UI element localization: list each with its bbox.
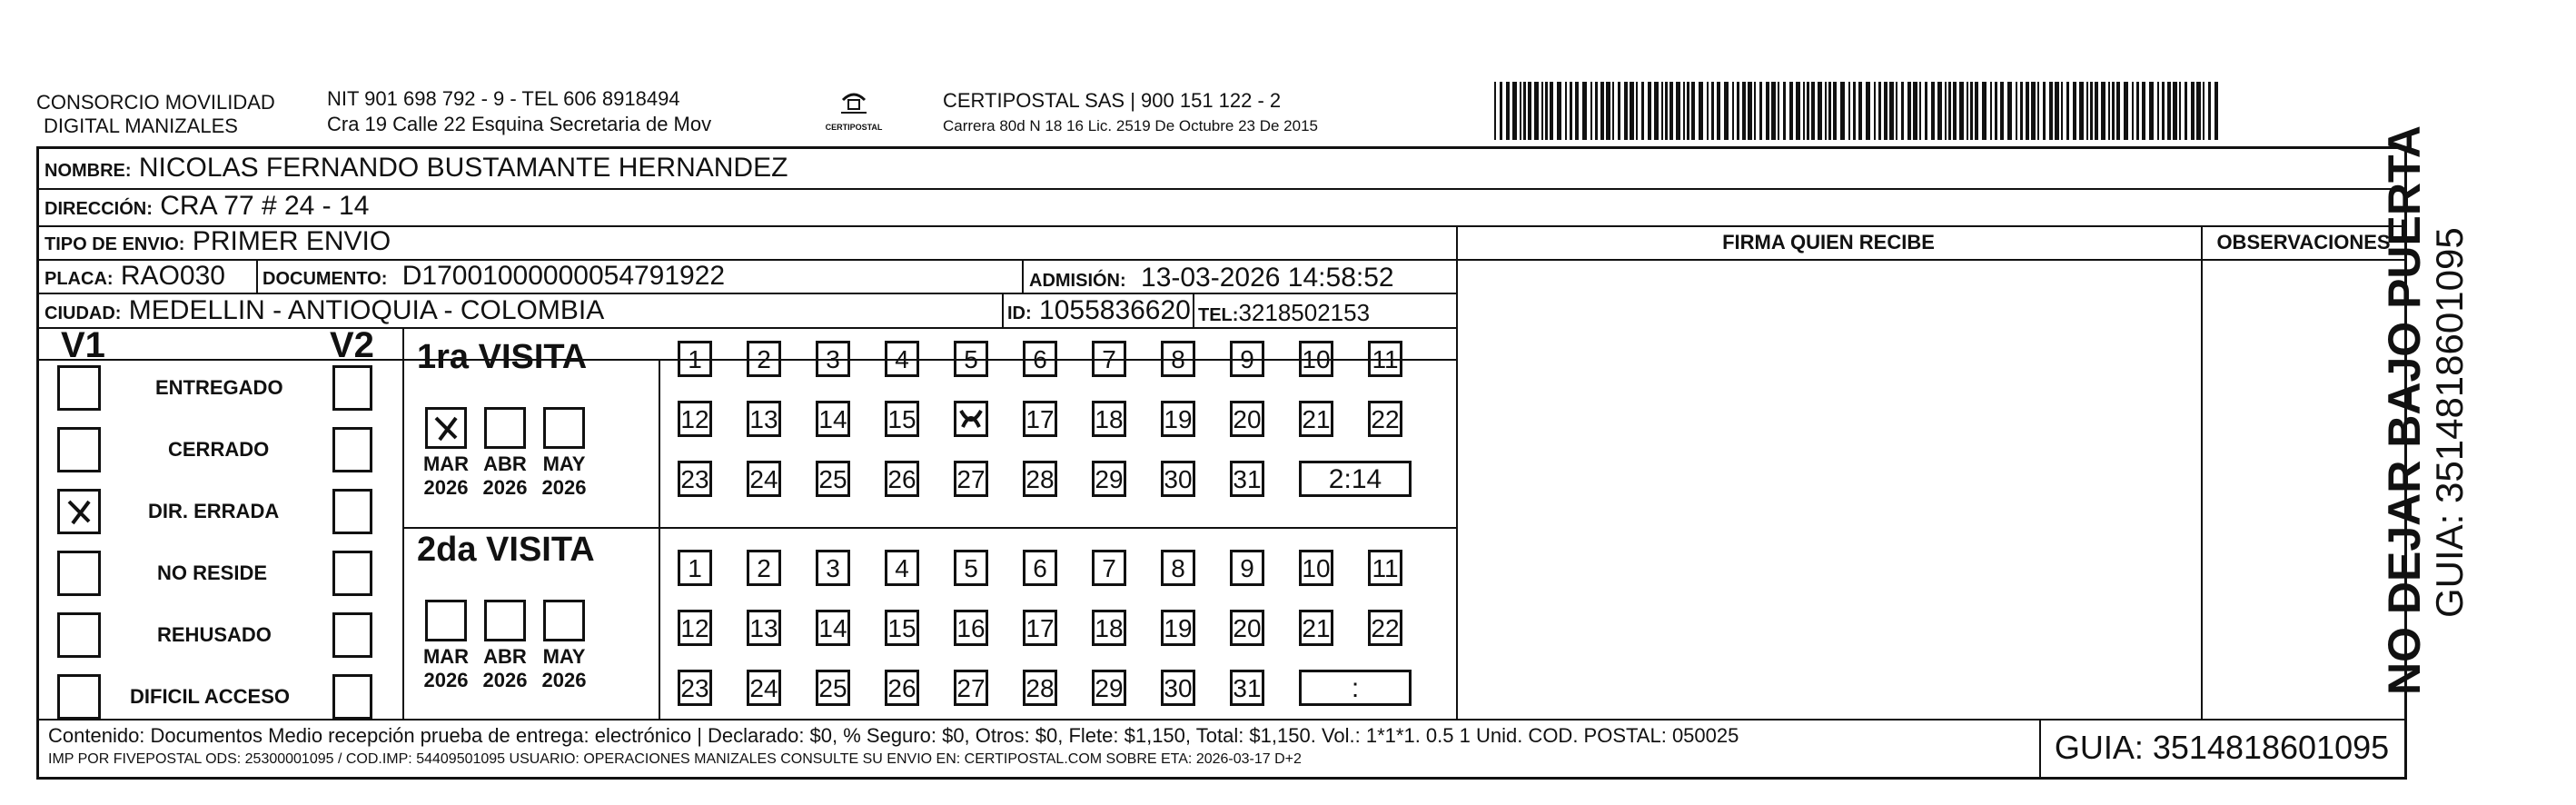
day-box[interactable]: 4: [885, 341, 919, 377]
guia-footer: GUIA: 3514818601095: [2054, 729, 2390, 766]
barcode-bar: [1528, 82, 1531, 140]
month-name: MAR: [422, 645, 470, 668]
tipo-envio-value: PRIMER ENVIO: [192, 226, 391, 256]
v1-checkbox[interactable]: [57, 427, 101, 472]
status-label: DIFICIL ACCESO: [130, 685, 291, 708]
barcode-bar: [2162, 82, 2165, 140]
direccion-field: [45, 190, 369, 225]
direccion-value: CRA 77 # 24 - 14: [160, 191, 370, 221]
day-box[interactable]: 21: [1299, 610, 1333, 646]
id-value: 1055836620: [1039, 295, 1191, 325]
barcode-bar: [2101, 82, 2105, 140]
day-box[interactable]: 15: [885, 401, 919, 437]
day-box[interactable]: 18: [1092, 401, 1126, 437]
certipostal-info: [943, 89, 1318, 138]
barcode-bar: [1825, 82, 1827, 140]
barcode-bar: [1636, 82, 1638, 140]
observaciones-label: OBSERVACIONES: [2216, 231, 2391, 253]
day-box[interactable]: 13: [747, 401, 781, 437]
barcode-bar: [1565, 82, 1567, 140]
barcode-bar: [1570, 82, 1572, 140]
barcode-bar: [1901, 82, 1904, 140]
v2-checkbox[interactable]: [332, 674, 372, 720]
check-mark-icon: [65, 498, 93, 525]
barcode-bar: [1748, 82, 1752, 140]
barcode-bar: [1913, 82, 1917, 140]
company-nit: NIT 901 698 792 - 9 - TEL 606 8918494: [327, 87, 680, 110]
month-checkbox[interactable]: [425, 600, 467, 641]
id-field: [1007, 294, 1191, 330]
day-box[interactable]: 7: [1092, 341, 1126, 377]
barcode-bar: [1665, 82, 1668, 140]
day-box[interactable]: 21: [1299, 401, 1333, 437]
v1-checkbox[interactable]: [57, 612, 101, 658]
day-box[interactable]: 17: [1023, 610, 1057, 646]
barcode-bar: [1707, 82, 1709, 140]
barcode-bar: [1557, 82, 1561, 140]
day-box[interactable]: 8: [1161, 550, 1195, 586]
side-guia-wrap: [2429, 227, 2471, 618]
barcode-bar: [1669, 82, 1673, 140]
side-text: [2380, 125, 2429, 695]
barcode-bar: [1766, 82, 1769, 140]
day-box[interactable]: 31: [1230, 461, 1264, 497]
barcode-bar: [1575, 82, 1579, 140]
logo-emblem-icon: [836, 87, 872, 118]
v2-checkbox[interactable]: [332, 427, 372, 472]
barcode-bar: [1858, 82, 1862, 140]
day-box[interactable]: 4: [885, 550, 919, 586]
day-box[interactable]: 1: [678, 550, 712, 586]
day-box[interactable]: 6: [1023, 341, 1057, 377]
day-box[interactable]: 28: [1023, 670, 1057, 706]
certipostal-line-1: CERTIPOSTAL SAS | 900 151 122 - 2: [943, 89, 1282, 112]
day-box[interactable]: 22: [1368, 610, 1402, 646]
month-label: [419, 452, 473, 500]
barcode-bar: [1590, 82, 1592, 140]
barcode-bar: [1520, 82, 1521, 140]
day-box[interactable]: 5: [954, 341, 988, 377]
second-visit-label: 2da VISITA: [417, 531, 595, 569]
barcode-bar: [2016, 82, 2017, 140]
barcode-bar: [2132, 82, 2134, 140]
nombre-value: NICOLAS FERNANDO BUSTAMANTE HERNANDEZ: [138, 153, 788, 183]
placa-value: RAO030: [120, 261, 225, 291]
tipo-envio-label: TIPO DE ENVIO:: [45, 234, 185, 254]
day-box[interactable]: 3: [816, 341, 850, 377]
day-box[interactable]: 14: [816, 401, 850, 437]
barcode-bar: [1534, 82, 1539, 140]
barcode-bar: [2179, 82, 2181, 140]
month-checkbox[interactable]: [543, 600, 585, 641]
barcode-bar: [1878, 82, 1881, 140]
barcode-bar: [2142, 82, 2145, 140]
month-year: 2026: [423, 476, 469, 499]
day-box[interactable]: 8: [1161, 341, 1195, 377]
v2-label: V2: [330, 325, 374, 365]
day-box[interactable]: 15: [885, 610, 919, 646]
barcode-bar: [1612, 82, 1614, 140]
barcode-bar: [1811, 82, 1815, 140]
first-visit-label: 1ra VISITA: [417, 338, 588, 376]
barcode-bar: [1937, 82, 1942, 140]
documento-value: D17001000000054791922: [401, 261, 726, 291]
month-name: MAR: [422, 452, 470, 475]
barcode-bar: [1759, 82, 1762, 140]
barcode-bar: [1953, 82, 1957, 140]
id-label: ID:: [1007, 303, 1032, 323]
day-box[interactable]: 16: [954, 610, 988, 646]
barcode-bar: [1500, 82, 1502, 140]
placa-label: PLACA:: [45, 269, 114, 289]
day-box[interactable]: 25: [816, 670, 850, 706]
side-guia: GUIA: 3514818601095: [2428, 227, 2471, 618]
admision-value: 13-03-2026 14:58:52: [1141, 263, 1394, 293]
barcode-bar: [1818, 82, 1822, 140]
barcode-bar: [2090, 82, 2093, 140]
delivery-form: [36, 146, 2407, 780]
check-mark-icon: [432, 414, 460, 442]
barcode-bar: [2203, 82, 2204, 140]
tipo-envio-field: [45, 225, 391, 261]
barcode-bar: [1494, 82, 1496, 140]
company-line-2: DIGITAL MANIZALES: [44, 114, 238, 137]
barcode-bar: [1866, 82, 1870, 140]
barcode-bar: [1840, 82, 1845, 140]
nombre-field: [45, 152, 788, 187]
day-box[interactable]: 28: [1023, 461, 1057, 497]
barcode-bar: [1945, 82, 1947, 140]
barcode-bar: [2108, 82, 2110, 140]
v2-checkbox[interactable]: [332, 489, 372, 534]
day-box[interactable]: 26: [885, 670, 919, 706]
barcode-bar: [2020, 82, 2023, 140]
barcode-bar: [1828, 82, 1831, 140]
barcode-bar: [1506, 82, 1510, 140]
barcode-bar: [1600, 82, 1604, 140]
barcode-bar: [1967, 82, 1968, 140]
month-label: [419, 645, 473, 692]
barcode-bar: [2026, 82, 2029, 140]
day-box[interactable]: 11: [1368, 550, 1402, 586]
barcode-bar: [1648, 82, 1651, 140]
barcode-bar: [1683, 82, 1685, 140]
day-box[interactable]: 20: [1230, 610, 1264, 646]
barcode-bar: [2031, 82, 2036, 140]
observaciones-area[interactable]: [2204, 263, 2401, 715]
day-box[interactable]: 9: [1230, 550, 1264, 586]
signature-area[interactable]: [1460, 294, 2197, 712]
barcode-bar: [2086, 82, 2088, 140]
barcode-bar: [2124, 82, 2128, 140]
barcode-bar: [2007, 82, 2012, 140]
day-box[interactable]: 2: [747, 550, 781, 586]
barcode-bar: [2116, 82, 2120, 140]
company-address: Cra 19 Calle 22 Esquina Secretaria de Mov: [327, 113, 712, 135]
barcode-bar: [2095, 82, 2098, 140]
barcode-bar: [2167, 82, 2171, 140]
barcode-bar: [1732, 82, 1734, 140]
barcode-bar: [1783, 82, 1786, 140]
month-label: [537, 645, 591, 692]
month-year: 2026: [482, 669, 528, 691]
barcode-bar: [1796, 82, 1800, 140]
firma-label: FIRMA QUIEN RECIBE: [1722, 231, 1935, 253]
barcode-bar: [1641, 82, 1644, 140]
day-box[interactable]: 27: [954, 461, 988, 497]
month-name: ABR: [483, 452, 527, 475]
barcode-bar: [1884, 82, 1887, 140]
barcode-bar: [2196, 82, 2201, 140]
barcode-bar: [1582, 82, 1587, 140]
side-warning: NO DEJAR BAJO PUERTA: [2379, 125, 2430, 695]
barcode-bar: [1970, 82, 1973, 140]
day-box[interactable]: 12: [678, 401, 712, 437]
month-name: MAY: [542, 452, 586, 475]
day-box[interactable]: 22: [1368, 401, 1402, 437]
tel-field: [1198, 296, 1370, 332]
barcode-bar: [1676, 82, 1680, 140]
barcode-bar: [2037, 82, 2039, 140]
month-year: 2026: [482, 476, 528, 499]
barcode-bar: [2049, 82, 2053, 140]
barcode-bar: [1990, 82, 1992, 140]
barcode-bar: [1995, 82, 1997, 140]
ciudad-label: CIUDAD:: [45, 303, 122, 323]
barcode-bar: [1630, 82, 1634, 140]
day-box[interactable]: 23: [678, 670, 712, 706]
placa-field: [45, 260, 225, 295]
barcode-bar: [1853, 82, 1856, 140]
barcode-bar: [1754, 82, 1756, 140]
direccion-label: DIRECCIÓN:: [45, 199, 153, 219]
day-box[interactable]: 24: [747, 670, 781, 706]
barcode-bar: [2208, 82, 2211, 140]
day-box[interactable]: [954, 401, 988, 437]
status-label: ENTREGADO: [155, 376, 283, 399]
day-box[interactable]: 19: [1161, 401, 1195, 437]
day-box[interactable]: 2: [747, 341, 781, 377]
day-box[interactable]: 25: [816, 461, 850, 497]
time-box[interactable]: :: [1299, 670, 1412, 706]
barcode-bar: [2112, 82, 2115, 140]
barcode-bar: [2073, 82, 2076, 140]
barcode-bar: [2173, 82, 2177, 140]
imp-text: IMP POR FIVEPOSTAL ODS: 25300001095 / COD.IMP: 54409501095 USUARIO: OPERACIONES MANIZALES CONSULTE SU ENVIO EN: CERTIPOSTAL.COM SOBRE ETA: 2026-03-17 D+2: [48, 751, 1302, 767]
barcode-bar: [1789, 82, 1793, 140]
day-box[interactable]: 17: [1023, 401, 1057, 437]
day-box[interactable]: 13: [747, 610, 781, 646]
month-year: 2026: [541, 669, 587, 691]
month-checkbox[interactable]: [543, 407, 585, 449]
day-box[interactable]: 24: [747, 461, 781, 497]
day-box[interactable]: 6: [1023, 550, 1057, 586]
company-contact: [327, 87, 711, 136]
month-year: 2026: [423, 669, 469, 691]
day-box[interactable]: 30: [1161, 670, 1195, 706]
barcode-bar: [2043, 82, 2046, 140]
barcode-bar: [1803, 82, 1805, 140]
v2-checkbox[interactable]: [332, 551, 372, 596]
month-name: MAY: [542, 645, 586, 668]
day-box[interactable]: 10: [1299, 550, 1333, 586]
month-name: ABR: [483, 645, 527, 668]
day-box[interactable]: 18: [1092, 610, 1126, 646]
day-box[interactable]: 19: [1161, 610, 1195, 646]
day-box[interactable]: 1: [678, 341, 712, 377]
barcode-bar: [1931, 82, 1935, 140]
barcode-bar: [1771, 82, 1776, 140]
barcode-bar: [1699, 82, 1703, 140]
day-box[interactable]: 29: [1092, 670, 1126, 706]
barcode-bar: [2061, 82, 2063, 140]
month-checkbox[interactable]: [484, 600, 526, 641]
barcode-bar: [1959, 82, 1964, 140]
barcode-bar: [1550, 82, 1553, 140]
contenido-text: Contenido: Documentos Medio recepción prueba de entrega: electrónico | Declarado: $0, % Seguro: $0, Otros: $0, Flete: $1,150, Total: $1,150. Vol.: 1*1*1. 0.5 1 Unid. COD. POSTAL: 050025: [48, 724, 1739, 747]
day-mark-icon: [957, 405, 985, 432]
day-box[interactable]: 29: [1092, 461, 1126, 497]
barcode-bar: [2079, 82, 2084, 140]
month-label: [478, 452, 532, 500]
day-box[interactable]: 20: [1230, 401, 1264, 437]
ciudad-field: [45, 294, 604, 330]
barcode-bar: [2214, 82, 2218, 140]
company-name: [36, 91, 275, 138]
day-box[interactable]: 26: [885, 461, 919, 497]
day-box[interactable]: 27: [954, 670, 988, 706]
barcode-bar: [1737, 82, 1739, 140]
barcode-bar: [1541, 82, 1543, 140]
month-checkbox[interactable]: [484, 407, 526, 449]
barcode-bar: [1874, 82, 1876, 140]
barcode-bar: [1523, 82, 1526, 140]
status-label: REHUSADO: [157, 623, 272, 646]
barcode-bar: [1919, 82, 1921, 140]
barcode-bar: [1778, 82, 1779, 140]
barcode-bar: [2157, 82, 2159, 140]
nombre-label: NOMBRE:: [45, 161, 132, 181]
certipostal-logo: [822, 87, 886, 138]
month-label: [478, 645, 532, 692]
documento-field: [263, 260, 725, 295]
barcode-bar: [1724, 82, 1729, 140]
barcode-bar: [2185, 82, 2187, 140]
day-box[interactable]: 11: [1368, 341, 1402, 377]
v2-checkbox[interactable]: [332, 365, 372, 411]
barcode-bar: [1606, 82, 1610, 140]
barcode-bar: [1661, 82, 1663, 140]
day-box[interactable]: 7: [1092, 550, 1126, 586]
day-box[interactable]: 3: [816, 550, 850, 586]
barcode-bar: [1618, 82, 1620, 140]
day-box[interactable]: 10: [1299, 341, 1333, 377]
month-label: [537, 452, 591, 500]
documento-label: DOCUMENTO:: [263, 269, 388, 289]
day-box[interactable]: 31: [1230, 670, 1264, 706]
barcode-bar: [1896, 82, 1897, 140]
v1-label: V1: [61, 325, 105, 365]
barcode-bar: [2136, 82, 2139, 140]
time-box[interactable]: 2:14: [1299, 461, 1412, 497]
status-label: CERRADO: [168, 438, 270, 461]
month-checkbox[interactable]: [425, 407, 467, 449]
admision-label: ADMISIÓN:: [1029, 271, 1126, 291]
barcode-bar: [2191, 82, 2195, 140]
barcode-bar: [1624, 82, 1628, 140]
barcode-bar: [1833, 82, 1837, 140]
barcode-bar: [2066, 82, 2069, 140]
day-box[interactable]: 23: [678, 461, 712, 497]
barcode-bar: [1595, 82, 1598, 140]
barcode-bar: [1711, 82, 1714, 140]
status-label: NO RESIDE: [157, 562, 268, 584]
v1-checkbox[interactable]: [57, 674, 101, 720]
barcode-bar: [1948, 82, 1951, 140]
day-box[interactable]: 5: [954, 550, 988, 586]
v1-checkbox[interactable]: [57, 551, 101, 596]
v1-checkbox[interactable]: [57, 489, 101, 534]
v2-checkbox[interactable]: [332, 612, 372, 658]
tel-label: TEL:: [1198, 305, 1239, 325]
certipostal-line-2: Carrera 80d N 18 16 Lic. 2519 De Octubre 23 De 2015: [943, 117, 1318, 134]
barcode-bar: [1687, 82, 1689, 140]
logo-text: CERTIPOSTAL: [825, 123, 883, 132]
barcode: [1494, 82, 2221, 140]
barcode-bar: [1889, 82, 1894, 140]
company-line-1: CONSORCIO MOVILIDAD: [36, 91, 275, 114]
barcode-bar: [1654, 82, 1659, 140]
barcode-bar: [2000, 82, 2004, 140]
barcode-bar: [1807, 82, 1809, 140]
tel-value: 3218502153: [1238, 299, 1371, 326]
day-box[interactable]: 14: [816, 610, 850, 646]
day-box[interactable]: 12: [678, 610, 712, 646]
day-box[interactable]: 30: [1161, 461, 1195, 497]
status-label: DIR. ERRADA: [148, 500, 280, 522]
barcode-bar: [1545, 82, 1548, 140]
barcode-bar: [1982, 82, 1986, 140]
barcode-bar: [1925, 82, 1927, 140]
ciudad-value: MEDELLIN - ANTIOQUIA - COLOMBIA: [128, 295, 605, 325]
barcode-bar: [1691, 82, 1695, 140]
barcode-bar: [2055, 82, 2059, 140]
barcode-bar: [2149, 82, 2154, 140]
barcode-bar: [1907, 82, 1911, 140]
barcode-bar: [1848, 82, 1850, 140]
barcode-bar: [1975, 82, 1978, 140]
v1-checkbox[interactable]: [57, 365, 101, 411]
admision-field: [1029, 262, 1394, 297]
day-box[interactable]: 9: [1230, 341, 1264, 377]
month-year: 2026: [541, 476, 587, 499]
barcode-bar: [1717, 82, 1720, 140]
barcode-bar: [1742, 82, 1746, 140]
barcode-bar: [1512, 82, 1517, 140]
